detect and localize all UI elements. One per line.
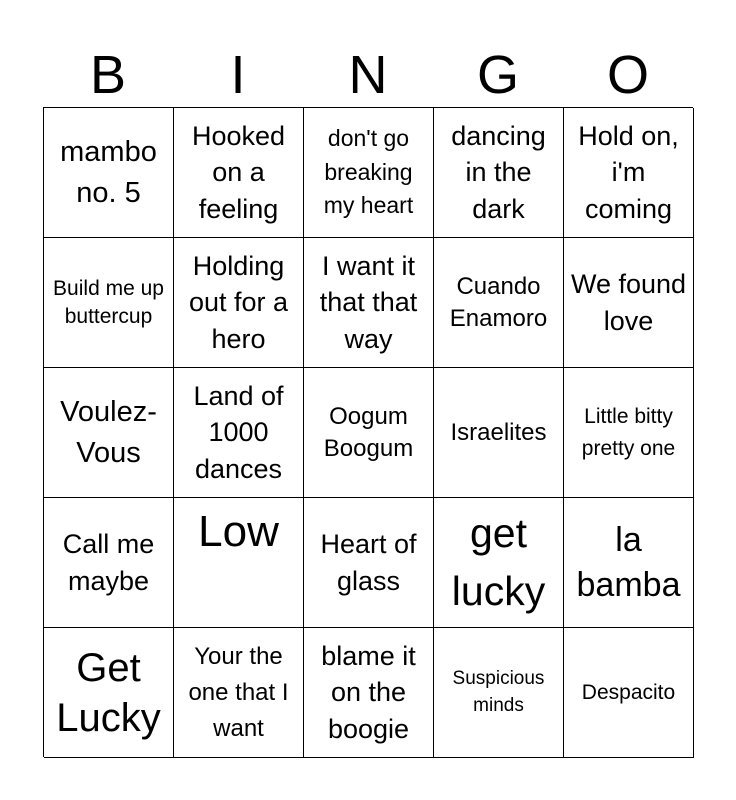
cell-text: Holding out for a hero — [188, 250, 289, 354]
cell-text: Voulez-Vous — [60, 395, 157, 469]
bingo-cell[interactable] — [44, 368, 174, 498]
bingo-grid — [43, 107, 693, 757]
bingo-cell[interactable] — [564, 498, 694, 628]
bingo-cell[interactable] — [434, 238, 564, 368]
cell-text: Heart of glass — [320, 529, 417, 596]
bingo-cell[interactable] — [174, 238, 304, 368]
cell-text: Hooked on a feeling — [191, 120, 286, 224]
header-letter-n: N — [348, 45, 388, 105]
bingo-cell[interactable] — [304, 368, 434, 498]
cell-text: Suspicious minds — [452, 667, 545, 716]
bingo-cell[interactable] — [44, 108, 174, 238]
bingo-cell[interactable] — [174, 108, 304, 238]
bingo-cell[interactable] — [44, 238, 174, 368]
bingo-cell[interactable] — [174, 628, 304, 758]
bingo-header — [43, 44, 693, 106]
cell-text: Land of 1000 dances — [193, 380, 284, 484]
bingo-cell[interactable] — [174, 498, 304, 628]
bingo-cell[interactable] — [304, 628, 434, 758]
bingo-cell[interactable] — [434, 498, 564, 628]
cell-text: don't go breaking my heart — [323, 125, 414, 219]
cell-text: la bamba — [576, 521, 681, 604]
header-letter-g: G — [476, 45, 519, 105]
cell-text: Hold on, i'm coming — [578, 120, 679, 224]
cell-text: Your the one that I want — [188, 642, 289, 742]
bingo-cell[interactable] — [304, 108, 434, 238]
cell-text: Cuando Enamoro — [449, 273, 548, 332]
cell-text: blame it on the boogie — [321, 640, 416, 744]
cell-text: Call me maybe — [62, 529, 155, 596]
cell-text: Oogum Boogum — [323, 403, 414, 462]
header-letter-o: O — [606, 45, 649, 105]
cell-text: Build me up buttercup — [53, 277, 164, 328]
bingo-cell[interactable] — [564, 108, 694, 238]
cell-text: mambo no. 5 — [60, 135, 157, 209]
bingo-cell[interactable] — [434, 368, 564, 498]
cell-text: dancing in the dark — [451, 120, 546, 224]
cell-text: Despacito — [581, 680, 676, 704]
bingo-cell[interactable] — [434, 628, 564, 758]
bingo-cell[interactable] — [304, 238, 434, 368]
bingo-cell[interactable] — [434, 108, 564, 238]
bingo-cell[interactable] — [304, 498, 434, 628]
bingo-cell[interactable] — [564, 368, 694, 498]
cell-text: Israelites — [450, 418, 547, 446]
bingo-cell[interactable] — [174, 368, 304, 498]
cell-text: We found love — [570, 269, 687, 336]
bingo-cell[interactable] — [44, 498, 174, 628]
bingo-cell[interactable] — [44, 628, 174, 758]
bingo-cell[interactable] — [564, 238, 694, 368]
cell-text: Little bitty pretty one — [581, 405, 676, 460]
cell-text: Get Lucky — [56, 645, 161, 740]
cell-text: I want it that that way — [319, 250, 418, 354]
header-letter-b: B — [89, 45, 127, 105]
header-letter-i: I — [230, 45, 246, 105]
bingo-cell[interactable] — [564, 628, 694, 758]
cell-text: Low — [198, 507, 279, 556]
cell-text: get lucky — [451, 510, 546, 614]
